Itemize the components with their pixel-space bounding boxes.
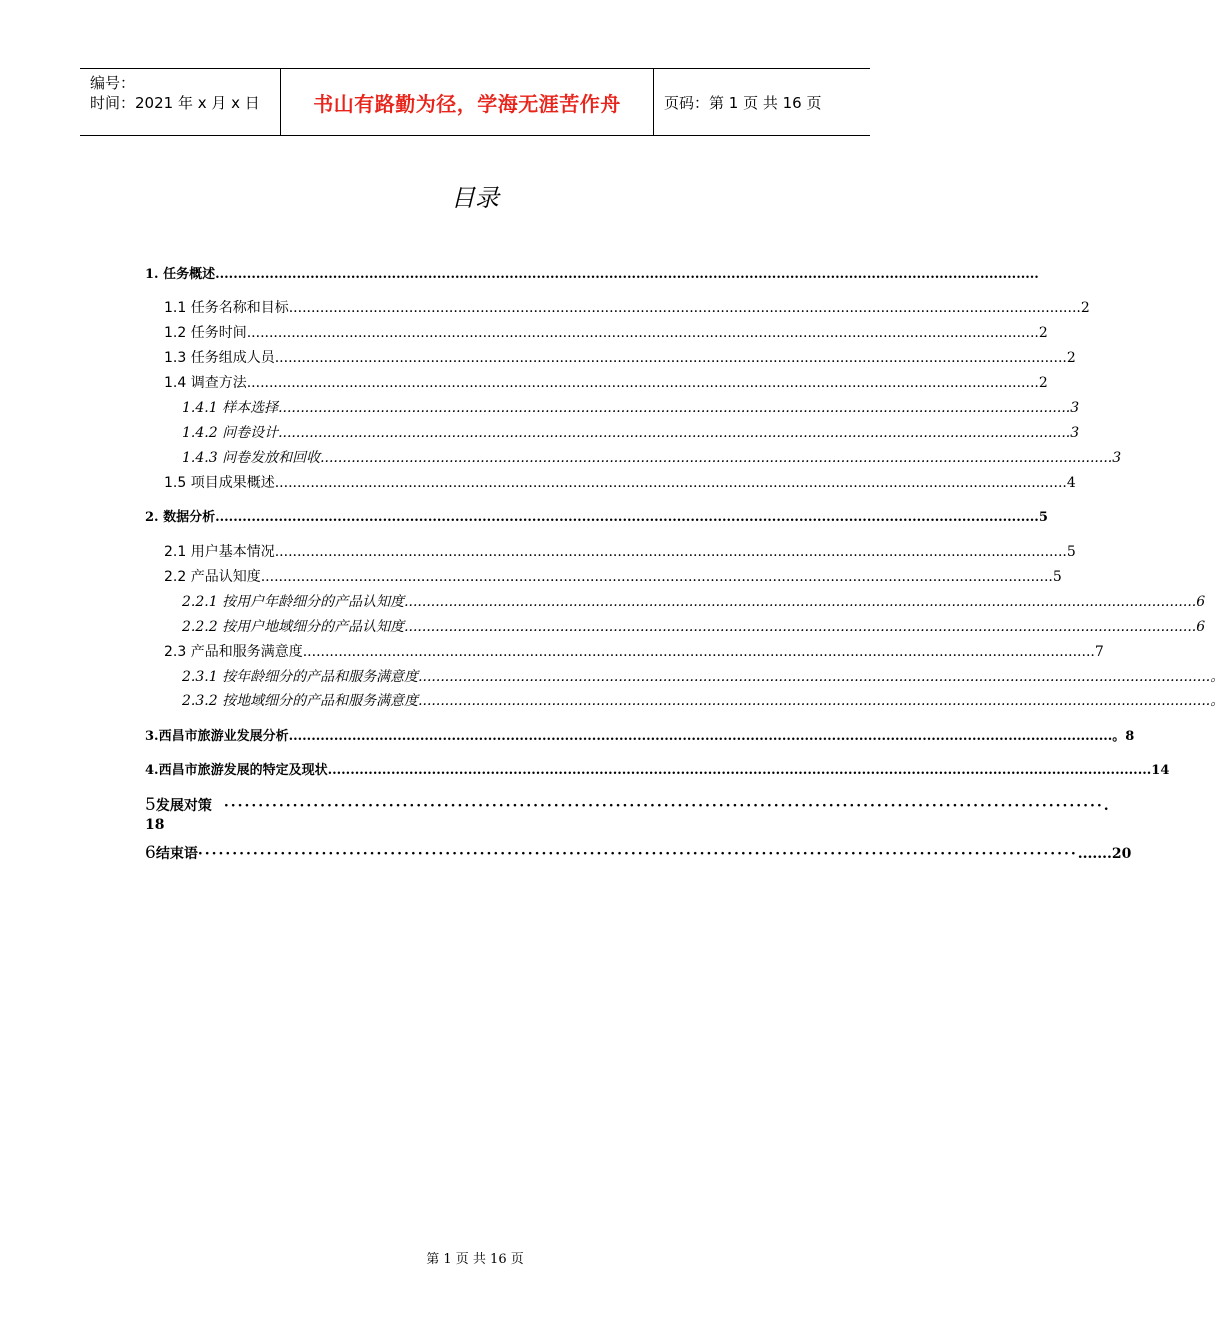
toc-entry-5-block[interactable] bbox=[145, 795, 1132, 865]
toc-entry[interactable] bbox=[182, 448, 1122, 468]
toc-leader: .................................................................................................................................................................................. bbox=[278, 400, 1071, 416]
toc-entry[interactable] bbox=[182, 691, 1224, 711]
toc-entry-page: 5 bbox=[1066, 544, 1076, 560]
toc-entry[interactable] bbox=[164, 373, 1048, 393]
toc-entry[interactable] bbox=[164, 323, 1048, 343]
toc-entry-label: 发展对策 bbox=[155, 798, 212, 814]
toc-entry[interactable] bbox=[145, 761, 1170, 781]
header-table bbox=[80, 68, 870, 136]
toc-leader: ································································································································ bbox=[223, 798, 1104, 814]
toc-leader: .................................................................................................................................................................................. bbox=[246, 375, 1039, 391]
toc-entry-number: 1.4 bbox=[164, 375, 187, 391]
header-page-label: 页码：第 1 页 共 16 页 bbox=[664, 93, 822, 112]
toc-entry-page: 6 bbox=[1196, 594, 1206, 610]
toc-entry-number: 2.2 bbox=[164, 569, 187, 585]
toc-leader: .................................................................................................................................................................................. bbox=[246, 325, 1039, 341]
toc-entry[interactable] bbox=[164, 642, 1104, 662]
toc-entry-page: 2 bbox=[1038, 375, 1048, 391]
toc-entry-number: 1.5 bbox=[164, 475, 187, 491]
toc-entry-label: 调查方法 bbox=[186, 375, 247, 391]
toc-entry-number: 1.3 bbox=[164, 350, 187, 366]
page-title: 目录 bbox=[451, 184, 499, 212]
page-footer: 第 1 页 共 16 页 bbox=[426, 1252, 524, 1267]
toc-entry[interactable] bbox=[164, 567, 1062, 587]
toc-entry-label: 项目成果概述 bbox=[186, 475, 275, 491]
toc-leader: .................................................................................................................................................................................. bbox=[274, 544, 1067, 560]
toc-entry-page: 2 bbox=[1080, 300, 1090, 316]
toc-leader: .................................................................................................................................................................................. bbox=[418, 669, 1211, 685]
toc-entry[interactable] bbox=[182, 398, 1080, 418]
toc-leader: .................................................................................................................................................................................. bbox=[278, 425, 1071, 441]
toc-entry-label: 3.西昌市旅游业发展分析 bbox=[145, 729, 289, 744]
toc-entry-label: 任务名称和目标 bbox=[186, 300, 289, 316]
toc-entry-number: 1.1 bbox=[164, 300, 187, 316]
toc-leader: .................................................................................................................................................................................. bbox=[274, 350, 1067, 366]
toc-entry-label: 任务时间 bbox=[186, 325, 247, 341]
toc-entry-number: 5 bbox=[145, 795, 156, 815]
toc-leader: ································································································································ bbox=[197, 846, 1078, 862]
toc-entry[interactable] bbox=[164, 298, 1090, 318]
toc-entry-number: 2.1 bbox=[164, 544, 187, 560]
toc-entry[interactable] bbox=[182, 592, 1206, 612]
toc-entry-label: 结束语 bbox=[155, 846, 198, 862]
toc-entry-page: 4 bbox=[1066, 475, 1076, 491]
toc-entry[interactable] bbox=[145, 508, 1048, 528]
toc-entry-page: 。 bbox=[1210, 693, 1224, 709]
toc-entry-number: 2.3 bbox=[164, 644, 187, 660]
toc-entry-label: 1.4.1 样本选择 bbox=[182, 400, 279, 416]
toc-entry[interactable] bbox=[145, 265, 1039, 285]
toc-entry-page: 6 bbox=[1196, 619, 1206, 635]
toc-entry[interactable] bbox=[182, 617, 1206, 637]
toc-entry-label: 任务组成人员 bbox=[186, 350, 275, 366]
toc-leader: .................................................................................................................................................................................. bbox=[260, 569, 1053, 585]
toc-entry-page-line bbox=[145, 817, 813, 839]
toc-entry-page: 2 bbox=[1066, 350, 1076, 366]
toc-entry[interactable] bbox=[145, 843, 1132, 865]
toc-entry[interactable] bbox=[182, 423, 1080, 443]
toc-leader: .................................................................................................................................................................................. bbox=[302, 644, 1095, 660]
toc-leader: .................................................................................................................................................................................. bbox=[404, 594, 1197, 610]
toc-leader: .................................................................................................................................................................................. bbox=[320, 450, 1113, 466]
header-motto: 书山有路勤为径，学海无涯苦作舟 bbox=[281, 69, 654, 135]
toc-entry-label: 2.3.1 按年龄细分的产品和服务满意度 bbox=[182, 669, 419, 685]
code-label: 编号： bbox=[90, 74, 136, 92]
toc-entry-number: 1.2 bbox=[164, 325, 187, 341]
toc-entry-page: 。8 bbox=[1112, 729, 1135, 744]
toc-leader: ...................................................................................................................................................................................... bbox=[215, 267, 1039, 282]
toc-leader: ...................................................................................................................................................................................... bbox=[215, 510, 1039, 525]
toc-entry-page: 3 bbox=[1070, 425, 1080, 441]
toc-entry-page: .......20 bbox=[1077, 846, 1132, 862]
toc-entry[interactable] bbox=[145, 727, 1135, 747]
toc-entry[interactable] bbox=[145, 795, 1109, 817]
toc-entry[interactable] bbox=[164, 542, 1076, 562]
toc-entry-label: 产品认知度 bbox=[186, 569, 261, 585]
toc-leader: ...................................................................................................................................................................................... bbox=[288, 729, 1113, 744]
toc-leader: .................................................................................................................................................................................. bbox=[288, 300, 1081, 316]
toc-entry-page: 18 bbox=[145, 817, 165, 833]
toc-entry-page: 7 bbox=[1094, 644, 1104, 660]
toc-entry-page: 5 bbox=[1052, 569, 1062, 585]
toc-entry-tail: . bbox=[1103, 798, 1109, 814]
toc-entry-label: 1. 任务概述 bbox=[145, 267, 216, 282]
toc-leader: ...................................................................................................................................................................................... bbox=[327, 763, 1152, 778]
toc-leader: .................................................................................................................................................................................. bbox=[404, 619, 1197, 635]
toc-entry-page: 3 bbox=[1112, 450, 1122, 466]
toc-entry-label: 用户基本情况 bbox=[186, 544, 275, 560]
toc-entry-label: 1.4.2 问卷设计 bbox=[182, 425, 279, 441]
toc-entry-page: 3 bbox=[1070, 400, 1080, 416]
toc-entry-page: 。 bbox=[1210, 669, 1224, 685]
toc-entry-label: 4.西昌市旅游发展的特定及现状 bbox=[145, 763, 328, 778]
toc-entry-label: 2.3.2 按地域细分的产品和服务满意度 bbox=[182, 693, 419, 709]
toc-entry-number: 6 bbox=[145, 843, 156, 863]
toc-leader: .................................................................................................................................................................................. bbox=[274, 475, 1067, 491]
toc-entry-label: 2. 数据分析 bbox=[145, 510, 216, 525]
toc-entry-page: 2 bbox=[1038, 325, 1048, 341]
toc-entry[interactable] bbox=[182, 667, 1224, 687]
toc-entry-page: 5 bbox=[1038, 510, 1048, 525]
header-meta bbox=[80, 69, 281, 135]
toc-entry-label: 产品和服务满意度 bbox=[186, 644, 303, 660]
toc-entry-label: 1.4.3 问卷发放和回收 bbox=[182, 450, 321, 466]
toc-entry[interactable] bbox=[164, 473, 1076, 493]
toc-entry-label: 2.2.2 按用户地域细分的产品认知度 bbox=[182, 619, 405, 635]
time-label: 时间：2021 年 x 月 x 日 bbox=[90, 94, 260, 112]
toc-leader: .................................................................................................................................................................................. bbox=[418, 693, 1211, 709]
toc-entry-page: 14 bbox=[1151, 763, 1170, 778]
toc-entry-label: 2.2.1 按用户年龄细分的产品认知度 bbox=[182, 594, 405, 610]
toc-entry[interactable] bbox=[164, 348, 1076, 368]
